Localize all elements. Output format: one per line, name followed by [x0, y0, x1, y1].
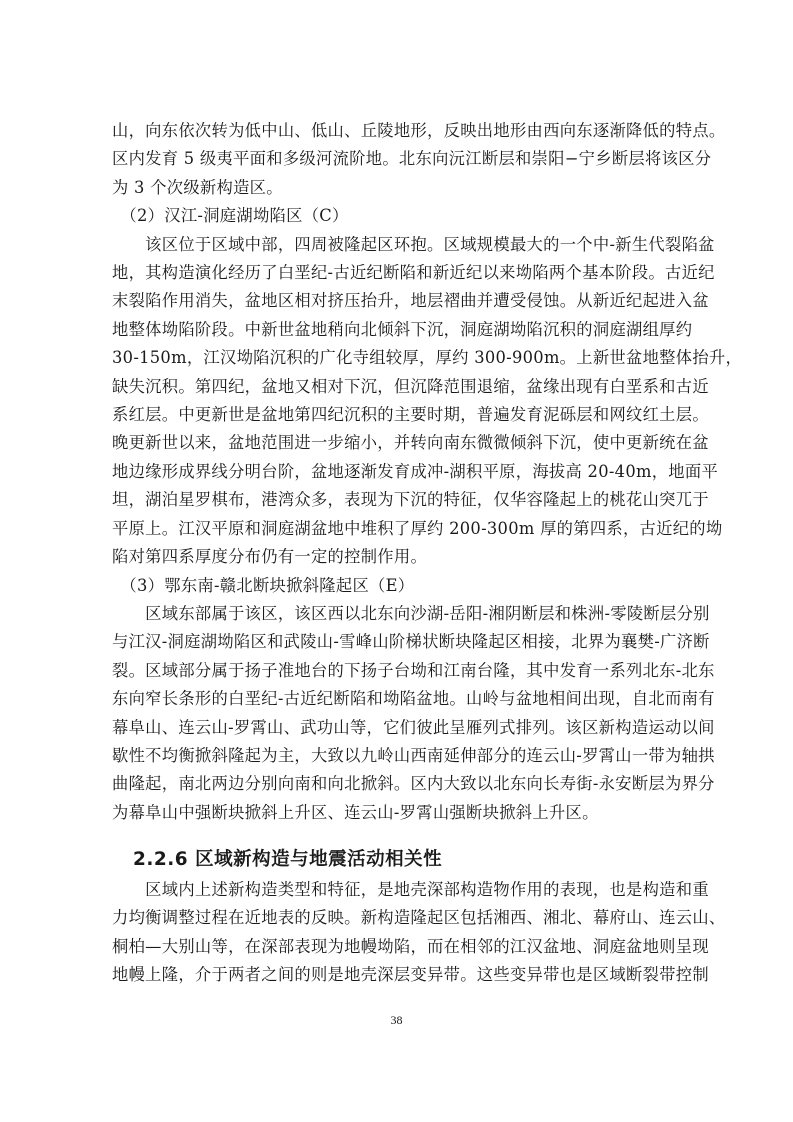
text-line: 缺失沉积。第四纪，盆地又相对下沉，但沉降范围退缩，盆缘出现有白垩系和古近	[112, 376, 709, 396]
text-line: 歇性不均衡掀斜隆起为主，大致以九岭山西南延伸部分的连云山-罗霄山一带为轴拱	[112, 745, 715, 765]
section-heading: 2.2.6 区域新构造与地震活动相关性	[133, 849, 443, 870]
body-text-block-2	[112, 876, 726, 990]
text-line: 为幕阜山中强断块掀斜上升区、连云山-罗霄山强断块掀斜上升区。	[112, 802, 599, 822]
text-line: 地边缘形成界线分明台阶，盆地逐渐发育成冲-湖积平原，海拔高 20-40m，地面平	[112, 461, 719, 481]
text-line: 该区位于区域中部，四周被隆起区环抱。区域规模最大的一个中-新生代裂陷盆	[112, 234, 715, 254]
text-line: 地，其构造演化经历了白垩纪-古近纪断陷和新近纪以来坳陷两个基本阶段。古近纪	[112, 263, 715, 283]
text-line: 曲隆起，南北两边分别向南和向北掀斜。区内大致以北东向长寿街-永安断层为界分	[112, 774, 715, 794]
subsection-title: （2）汉江-洞庭湖坳陷区（C）	[112, 206, 349, 226]
text-line: 为 3 个次级新构造区。	[112, 177, 283, 197]
text-line: 区域东部属于该区，该区西以北东向沙湖-岳阳-湘阴断层和株洲-零陵断层分别	[112, 603, 710, 623]
page-number: 38	[390, 1013, 403, 1027]
text-line: 与江汉-洞庭湖坳陷区和武陵山-雪峰山阶梯状断块隆起区相接，北界为襄樊-广济断	[112, 632, 710, 652]
text-line: 东向窄长条形的白垩纪-古近纪断陷和坳陷盆地。山岭与盆地相间出现，自北而南有	[112, 689, 715, 709]
text-line: 晚更新世以来，盆地范围进一步缩小，并转向南东微微倾斜下沉，使中更新统在盆	[112, 433, 709, 453]
text-line: 力均衡调整过程在近地表的反映。新构造隆起区包括湘西、湘北、幕府山、连云山、	[112, 908, 726, 928]
text-line: 系红层。中更新世是盆地第四纪沉积的主要时期，普遍发育泥砾层和网纹红土层。	[112, 405, 709, 425]
text-line: 区内发育 5 级夷平面和多级河流阶地。北东向沅江断层和崇阳−宁乡断层将该区分	[112, 149, 712, 169]
text-line: 裂。区域部分属于扬子准地台的下扬子台坳和江南台隆，其中发育一系列北东-北东	[112, 660, 715, 680]
text-line: 桐柏—大别山等，在深部表现为地幔坳陷，而在相邻的江汉盆地、洞庭盆地则呈现	[112, 936, 709, 956]
text-line: 30-150m，江汉坳陷沉积的广化寺组较厚，厚约 300-900m。上新世盆地整体抬升，	[112, 348, 743, 368]
text-line: 地幔上隆，介于两者之间的则是地壳深层变异带。这些变异带也是区域断裂带控制	[112, 965, 709, 985]
text-line: 区域内上述新构造类型和特征，是地壳深部构造物作用的表现，也是构造和重	[112, 880, 709, 899]
text-line: 山，向东依次转为低中山、低山、丘陵地形，反映出地形由西向东逐渐降低的特点。	[112, 121, 726, 140]
text-line: 平原上。江汉平原和洞庭湖盆地中堆积了厚约 200-300m 厚的第四系，古近纪的坳	[112, 518, 723, 538]
subsection-title: （3）鄂东南-赣北断块掀斜隆起区（E）	[112, 575, 415, 595]
text-line: 坦，湖泊星罗棋布，港湾众多，表现为下沉的特征，仅华容隆起上的桃花山突兀于	[112, 490, 709, 510]
body-text-block-1	[112, 117, 743, 827]
text-line: 地整体坳陷阶段。中新世盆地稍向北倾斜下沉，洞庭湖坳陷沉积的洞庭湖组厚约	[112, 319, 693, 339]
text-line: 幕阜山、连云山-罗霄山、武功山等，它们彼此呈雁列式排列。该区新构造运动以间	[112, 717, 715, 737]
text-line: 末裂陷作用消失，盆地区相对挤压抬升，地层褶曲并遭受侵蚀。从新近纪起进入盆	[112, 291, 709, 311]
text-line: 陷对第四系厚度分布仍有一定的控制作用。	[112, 547, 428, 567]
